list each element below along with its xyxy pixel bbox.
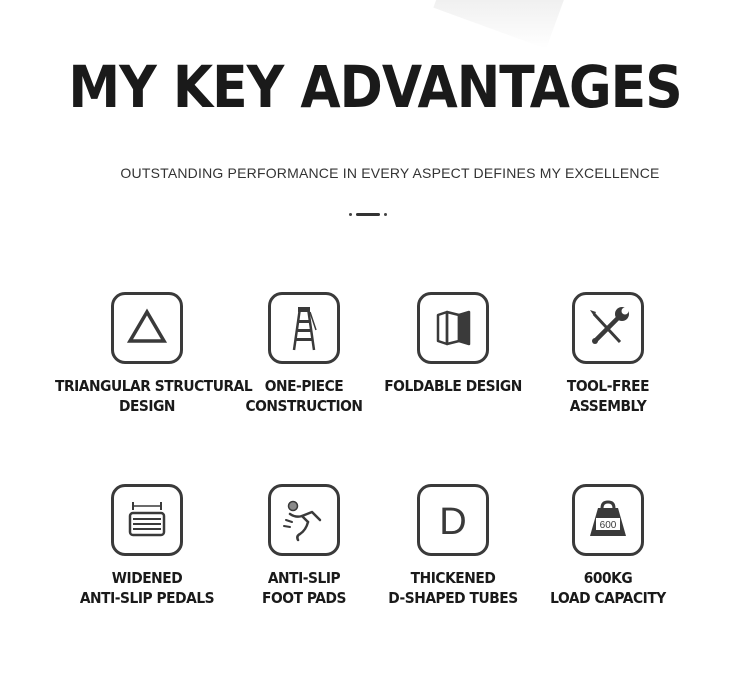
feature-icon-box [268,292,340,364]
feature-tool-free-assembly [508,292,708,416]
ladder-icon [276,300,332,356]
folding-panel-icon [425,300,481,356]
feature-label: FOLDABLE DESIGN [384,377,522,395]
feature-label: THICKENED D-SHAPED TUBES [388,569,518,607]
d-letter-glyph: D [439,501,467,543]
section-divider [348,211,390,217]
weight-label: 600 [599,520,617,531]
page-title: MY KEY ADVANTAGES [68,54,682,122]
tools-icon [580,300,636,356]
feature-icon-box [111,484,183,556]
page-subtitle: OUTSTANDING PERFORMANCE IN EVERY ASPECT DEFINES MY EXCELLENCE [120,165,660,181]
feature-icon-box [111,292,183,364]
feature-icon-box [417,292,489,364]
background-decoration [433,0,566,49]
feature-label: 600KG LOAD CAPACITY [550,569,666,607]
feature-label: TRIANGULAR STRUCTURAL DESIGN [55,377,253,415]
feature-label: WIDENED ANTI-SLIP PEDALS [79,569,215,607]
feature-label: ONE-PIECE CONSTRUCTION [245,377,363,415]
divider-dot [384,213,387,216]
divider-dot [349,213,352,216]
triangle-icon [119,300,175,356]
weight-icon [580,492,636,548]
feature-600kg-load-capacity [508,484,708,608]
pedal-icon [119,492,175,548]
feature-icon-box [417,484,489,556]
feature-label: ANTI-SLIP FOOT PADS [262,569,346,607]
divider-bar [356,213,380,216]
d-letter-icon [425,492,481,548]
feature-icon-box [268,484,340,556]
feature-icon-box [572,292,644,364]
feature-label: TOOL-FREE ASSEMBLY [566,377,650,415]
feature-icon-box [572,484,644,556]
slipping-person-icon [276,492,332,548]
